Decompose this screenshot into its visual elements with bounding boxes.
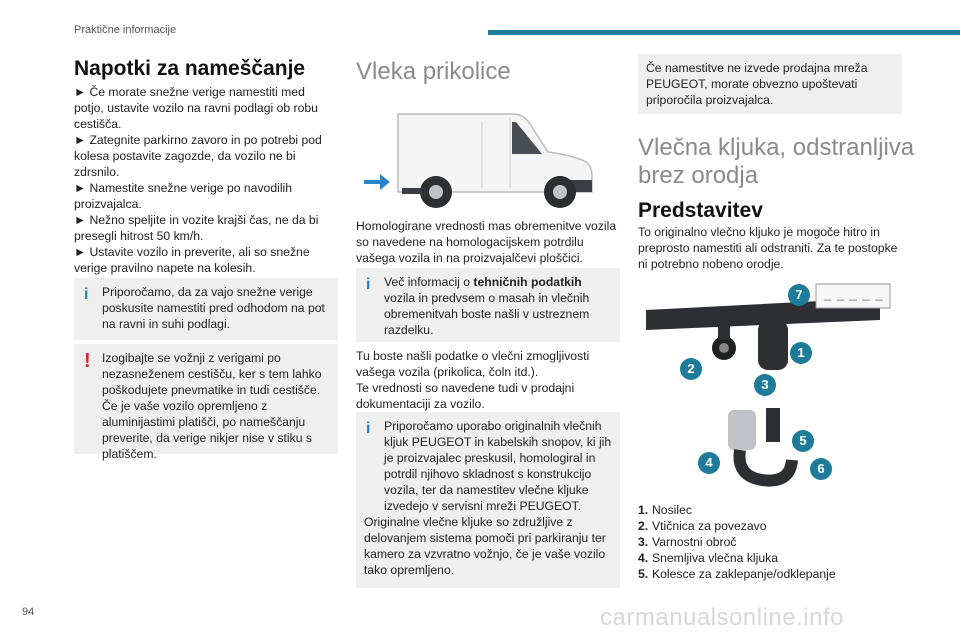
page-number: 94 bbox=[22, 606, 35, 618]
note-box-dealer bbox=[638, 54, 902, 114]
label-placeholder: _ _ _ _ _ bbox=[824, 286, 884, 301]
list-item: 5. Kolesce za zaklepanje/odklepanje bbox=[638, 567, 836, 581]
badge-6: 6 bbox=[810, 458, 832, 480]
homologation-text: Homologirane vrednosti mas obremenitve vozila so navedene na homologacijskem potrdilu vašega vozila in na proizvajalčevi ploščici. bbox=[356, 219, 617, 265]
arrow-icon bbox=[364, 174, 390, 190]
badge-7: 7 bbox=[788, 284, 810, 306]
info-box-technical bbox=[356, 268, 620, 342]
list-item: 2. Vtičnica za povezavo bbox=[638, 519, 767, 533]
info-icon: i bbox=[84, 286, 89, 303]
warning-icon: ! bbox=[84, 350, 91, 372]
presentation-text: To originalno vlečno kljuko je mogoče hitro in preprosto namestiti ali odstraniti. Za te postopke ni potrebno nobeno orodje. bbox=[638, 225, 898, 271]
info-original-text: Priporočamo uporabo originalnih vlečnih kljuk PEUGEOT in kabelskih snopov, ki jih je proizvajalec preskusil, homologiral in potrdil njihovo skladnost s konstrukcijo vozila, ter da namestitev vlečne kljuke izvedejo v servisni mreži PEUGEOT. bbox=[384, 419, 612, 513]
badge-1: 1 bbox=[790, 342, 812, 364]
info-box-original-towbar bbox=[356, 412, 620, 588]
towing-title: Vleka prikolice bbox=[356, 58, 511, 85]
badge-5: 5 bbox=[792, 430, 814, 452]
badge-3: 3 bbox=[754, 374, 776, 396]
fitting-tips-title: Napotki za nameščanje bbox=[74, 57, 306, 80]
info-text: Priporočamo, da za vajo snežne verige poskusite namestiti pred odhodom na pot na ravni in suhi podlagi. bbox=[102, 285, 325, 331]
badge-2: 2 bbox=[680, 358, 702, 380]
info-compat-text: Originalne vlečne kljuke so združljive z delovanjem sistema pomoči pri parkiranju ter kamero za vzvratno vožnjo, če je vaše vozilo tako opremljeno. bbox=[364, 515, 606, 577]
step-3: ► Namestite snežne verige po navodilih proizvajalca. bbox=[74, 181, 293, 211]
step-1: ► Če morate snežne verige namestiti med potjo, ustavite vozilo na ravni podlagi ob robu cestišča. bbox=[74, 85, 318, 131]
list-item: 4. Snemljiva vlečna kljuka bbox=[638, 551, 778, 565]
list-item: 3. Varnostni obroč bbox=[638, 535, 737, 549]
info-box-practice bbox=[74, 278, 338, 340]
towbar-illustration bbox=[640, 280, 902, 490]
info-technical-text: Več informacij o tehničnih podatkih vozila in predvsem o masah in vlečnih obremenitvah boste našli v ustreznem razdelku. bbox=[384, 275, 590, 337]
info-icon: i bbox=[366, 276, 371, 293]
step-5: ► Ustavite vozilo in preverite, ali so snežne verige pravilno napete na kolesih. bbox=[74, 245, 310, 275]
step-2: ► Zategnite parkirno zavoro in po potrebi pod kolesa postavite zagozde, da vozilo ne bi zdrsnilo. bbox=[74, 133, 322, 179]
warning-text: Izogibajte se vožnji z verigami po nezasneženem cestišču, ker s tem lahko poškodujete pnevmatike in tudi cestišče. Če je vaše vozilo opremljeno z aluminijastimi platišči, po nameščanju preverite, da verige nikjer nise v stiku s platiščem. bbox=[102, 351, 322, 461]
section-header: Praktične informacije bbox=[74, 24, 177, 36]
list-item: 1. Nosilec bbox=[638, 503, 692, 517]
fitting-steps bbox=[74, 84, 334, 276]
info-icon: i bbox=[366, 420, 371, 437]
warning-box-chains bbox=[74, 344, 338, 461]
parts-list bbox=[638, 502, 902, 582]
note-dealer-text: Če namestitve ne izvede prodajna mreža PEUGEOT, morate obvezno upoštevati priporočila proizvajalca. bbox=[646, 61, 868, 107]
watermark: carmanualsonline.info bbox=[600, 604, 844, 631]
towing-capacity-text: Tu boste našli podatke o vlečni zmogljivosti vašega vozila (prikolica, čoln itd.). Te vrednosti so navedene tudi v prodajni dokumentaciji za vozilo. bbox=[356, 349, 590, 411]
van-illustration bbox=[362, 104, 614, 212]
header-accent-bar bbox=[488, 30, 960, 35]
removable-towbar-title: Vlečna kljuka, odstranljiva brez orodja bbox=[638, 134, 915, 189]
badge-4: 4 bbox=[698, 452, 720, 474]
step-4: ► Nežno speljite in vozite krajši čas, ne da bi presegli hitrost 50 km/h. bbox=[74, 213, 319, 243]
presentation-title: Predstavitev bbox=[638, 199, 763, 222]
